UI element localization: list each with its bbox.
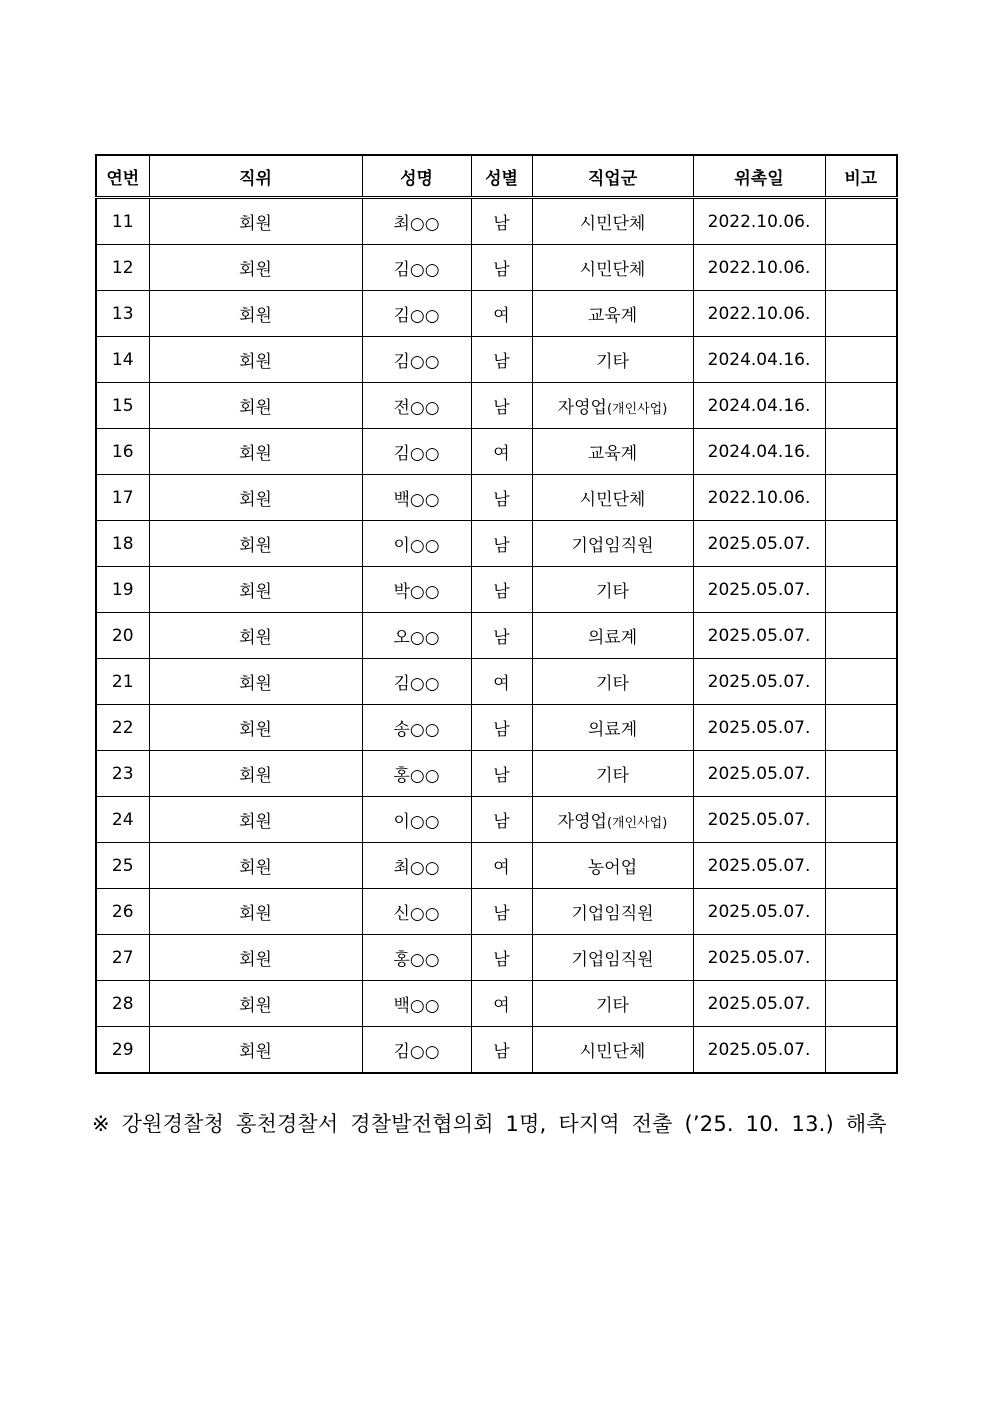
cell-no: 21 xyxy=(96,659,149,705)
cell-job xyxy=(532,797,693,843)
table-row xyxy=(96,567,897,613)
cell-name: 박○○ xyxy=(362,567,471,613)
cell-position: 회원 xyxy=(149,1027,362,1074)
table-row xyxy=(96,797,897,843)
cell-date: 2024.04.16. xyxy=(693,337,825,383)
cell-no: 27 xyxy=(96,935,149,981)
table-row xyxy=(96,291,897,337)
cell-gender: 여 xyxy=(471,843,532,889)
job-label: 자영업 xyxy=(557,812,607,832)
cell-remark xyxy=(825,475,897,521)
cell-date: 2022.10.06. xyxy=(693,291,825,337)
cell-gender: 남 xyxy=(471,889,532,935)
cell-date: 2025.05.07. xyxy=(693,567,825,613)
cell-position: 회원 xyxy=(149,935,362,981)
cell-date: 2025.05.07. xyxy=(693,981,825,1027)
cell-position: 회원 xyxy=(149,245,362,291)
job-label: 기타 xyxy=(596,674,629,694)
cell-remark xyxy=(825,383,897,429)
cell-no: 24 xyxy=(96,797,149,843)
header-name: 성명 xyxy=(362,155,471,198)
cell-date: 2025.05.07. xyxy=(693,797,825,843)
cell-date: 2025.05.07. xyxy=(693,751,825,797)
cell-gender: 남 xyxy=(471,797,532,843)
cell-no: 11 xyxy=(96,198,149,245)
table-row xyxy=(96,705,897,751)
table-row xyxy=(96,613,897,659)
cell-position: 회원 xyxy=(149,521,362,567)
job-label: 기업임직원 xyxy=(571,536,654,556)
table-row xyxy=(96,521,897,567)
cell-date: 2025.05.07. xyxy=(693,705,825,751)
job-label: 농어업 xyxy=(587,858,638,878)
cell-gender: 남 xyxy=(471,245,532,291)
table-body xyxy=(96,198,897,1074)
cell-remark xyxy=(825,843,897,889)
job-label: 교육계 xyxy=(587,444,638,464)
cell-name: 김○○ xyxy=(362,429,471,475)
cell-name: 김○○ xyxy=(362,245,471,291)
job-label: 기타 xyxy=(596,996,629,1016)
cell-name: 홍○○ xyxy=(362,751,471,797)
cell-position: 회원 xyxy=(149,797,362,843)
cell-remark xyxy=(825,429,897,475)
cell-date: 2022.10.06. xyxy=(693,198,825,245)
cell-position: 회원 xyxy=(149,383,362,429)
cell-no: 12 xyxy=(96,245,149,291)
cell-no: 20 xyxy=(96,613,149,659)
table-row xyxy=(96,475,897,521)
cell-gender: 남 xyxy=(471,935,532,981)
job-label: 의료계 xyxy=(587,720,638,740)
cell-date: 2024.04.16. xyxy=(693,429,825,475)
cell-date: 2025.05.07. xyxy=(693,1027,825,1074)
cell-remark xyxy=(825,751,897,797)
cell-gender: 남 xyxy=(471,198,532,245)
cell-remark xyxy=(825,291,897,337)
cell-job xyxy=(532,521,693,567)
cell-name: 전○○ xyxy=(362,383,471,429)
cell-no: 14 xyxy=(96,337,149,383)
cell-job xyxy=(532,245,693,291)
job-label: 기타 xyxy=(596,766,629,786)
cell-position: 회원 xyxy=(149,567,362,613)
cell-remark xyxy=(825,337,897,383)
cell-remark xyxy=(825,613,897,659)
cell-date: 2025.05.07. xyxy=(693,935,825,981)
cell-position: 회원 xyxy=(149,843,362,889)
cell-job xyxy=(532,383,693,429)
cell-date: 2022.10.06. xyxy=(693,245,825,291)
header-no: 연번 xyxy=(96,155,149,198)
cell-no: 28 xyxy=(96,981,149,1027)
cell-gender: 남 xyxy=(471,567,532,613)
cell-job xyxy=(532,475,693,521)
cell-job xyxy=(532,198,693,245)
table-row xyxy=(96,1027,897,1074)
header-date: 위촉일 xyxy=(693,155,825,198)
table-header-row xyxy=(96,155,897,198)
cell-remark xyxy=(825,245,897,291)
cell-no: 29 xyxy=(96,1027,149,1074)
cell-remark xyxy=(825,521,897,567)
cell-job xyxy=(532,337,693,383)
member-roster-table xyxy=(95,154,898,1074)
cell-name: 오○○ xyxy=(362,613,471,659)
cell-no: 22 xyxy=(96,705,149,751)
cell-gender: 남 xyxy=(471,751,532,797)
cell-name: 신○○ xyxy=(362,889,471,935)
cell-position: 회원 xyxy=(149,705,362,751)
cell-no: 15 xyxy=(96,383,149,429)
job-label: 기업임직원 xyxy=(571,950,654,970)
job-sub-label: (개인사업) xyxy=(606,402,668,417)
job-label: 의료계 xyxy=(587,628,638,648)
cell-gender: 남 xyxy=(471,613,532,659)
job-label: 기업임직원 xyxy=(571,904,654,924)
cell-name: 김○○ xyxy=(362,291,471,337)
cell-position: 회원 xyxy=(149,291,362,337)
cell-date: 2024.04.16. xyxy=(693,383,825,429)
cell-gender: 여 xyxy=(471,429,532,475)
cell-remark xyxy=(825,567,897,613)
cell-name: 최○○ xyxy=(362,843,471,889)
cell-name: 최○○ xyxy=(362,198,471,245)
cell-job xyxy=(532,659,693,705)
job-label: 시민단체 xyxy=(579,1042,646,1062)
job-label: 시민단체 xyxy=(579,214,646,234)
cell-no: 16 xyxy=(96,429,149,475)
cell-job xyxy=(532,291,693,337)
cell-no: 19 xyxy=(96,567,149,613)
cell-remark xyxy=(825,1027,897,1074)
cell-no: 18 xyxy=(96,521,149,567)
cell-name: 김○○ xyxy=(362,659,471,705)
cell-name: 송○○ xyxy=(362,705,471,751)
cell-job xyxy=(532,1027,693,1074)
dismissal-note: ※ 강원경찰청 홍천경찰서 경찰발전협의회 1명, 타지역 전출 (’25. 10. 13.) 해촉 xyxy=(92,1112,887,1136)
cell-gender: 남 xyxy=(471,383,532,429)
header-gender: 성별 xyxy=(471,155,532,198)
cell-name: 김○○ xyxy=(362,1027,471,1074)
job-label: 시민단체 xyxy=(579,490,646,510)
cell-job xyxy=(532,889,693,935)
table-row xyxy=(96,981,897,1027)
cell-gender: 남 xyxy=(471,337,532,383)
job-label: 교육계 xyxy=(587,306,638,326)
table-row xyxy=(96,843,897,889)
cell-remark xyxy=(825,889,897,935)
cell-date: 2022.10.06. xyxy=(693,475,825,521)
cell-remark xyxy=(825,981,897,1027)
job-label: 자영업 xyxy=(557,398,607,418)
table-row xyxy=(96,659,897,705)
cell-job xyxy=(532,981,693,1027)
cell-name: 이○○ xyxy=(362,797,471,843)
header-position: 직위 xyxy=(149,155,362,198)
cell-position: 회원 xyxy=(149,337,362,383)
cell-position: 회원 xyxy=(149,981,362,1027)
table-row xyxy=(96,337,897,383)
cell-position: 회원 xyxy=(149,198,362,245)
cell-gender: 여 xyxy=(471,981,532,1027)
cell-position: 회원 xyxy=(149,751,362,797)
table-row xyxy=(96,429,897,475)
cell-name: 백○○ xyxy=(362,981,471,1027)
table-row xyxy=(96,383,897,429)
cell-position: 회원 xyxy=(149,475,362,521)
cell-name: 백○○ xyxy=(362,475,471,521)
cell-date: 2025.05.07. xyxy=(693,659,825,705)
cell-gender: 남 xyxy=(471,1027,532,1074)
cell-no: 25 xyxy=(96,843,149,889)
job-label: 기타 xyxy=(596,352,629,372)
cell-remark xyxy=(825,705,897,751)
cell-no: 13 xyxy=(96,291,149,337)
table-row xyxy=(96,751,897,797)
cell-job xyxy=(532,751,693,797)
cell-job xyxy=(532,567,693,613)
cell-date: 2025.05.07. xyxy=(693,843,825,889)
cell-position: 회원 xyxy=(149,889,362,935)
cell-date: 2025.05.07. xyxy=(693,613,825,659)
cell-no: 26 xyxy=(96,889,149,935)
table-row xyxy=(96,198,897,245)
table-row xyxy=(96,245,897,291)
header-job: 직업군 xyxy=(532,155,693,198)
cell-position: 회원 xyxy=(149,613,362,659)
cell-gender: 남 xyxy=(471,475,532,521)
cell-job xyxy=(532,429,693,475)
cell-name: 김○○ xyxy=(362,337,471,383)
cell-gender: 남 xyxy=(471,521,532,567)
cell-remark xyxy=(825,797,897,843)
cell-position: 회원 xyxy=(149,429,362,475)
cell-job xyxy=(532,935,693,981)
table-row xyxy=(96,935,897,981)
cell-job xyxy=(532,843,693,889)
cell-job xyxy=(532,705,693,751)
job-sub-label: (개인사업) xyxy=(606,816,668,831)
job-label: 시민단체 xyxy=(579,260,646,280)
cell-position: 회원 xyxy=(149,659,362,705)
cell-remark xyxy=(825,659,897,705)
header-remark: 비고 xyxy=(825,155,897,198)
cell-remark xyxy=(825,198,897,245)
job-label: 기타 xyxy=(596,582,629,602)
cell-gender: 여 xyxy=(471,659,532,705)
cell-no: 23 xyxy=(96,751,149,797)
cell-no: 17 xyxy=(96,475,149,521)
cell-remark xyxy=(825,935,897,981)
cell-gender: 남 xyxy=(471,705,532,751)
cell-name: 홍○○ xyxy=(362,935,471,981)
table-row xyxy=(96,889,897,935)
cell-gender: 여 xyxy=(471,291,532,337)
cell-job xyxy=(532,613,693,659)
cell-name: 이○○ xyxy=(362,521,471,567)
cell-date: 2025.05.07. xyxy=(693,521,825,567)
cell-date: 2025.05.07. xyxy=(693,889,825,935)
